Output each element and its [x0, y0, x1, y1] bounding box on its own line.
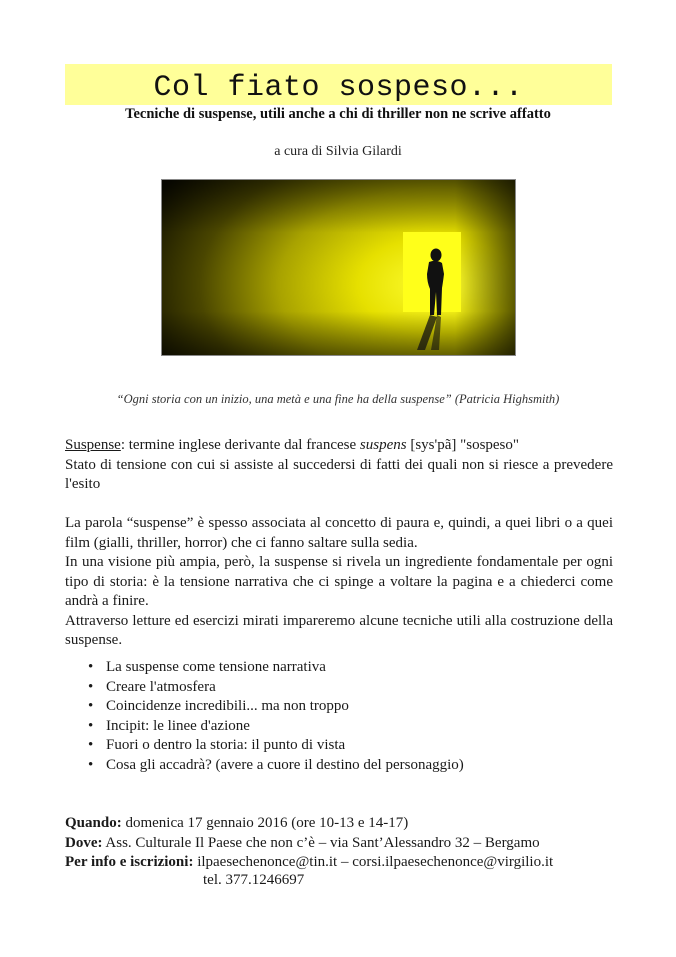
bullet-icon: • [88, 659, 94, 675]
definition-term: Suspense [65, 437, 121, 453]
definition-block [65, 436, 613, 495]
bullet-icon: • [88, 756, 94, 773]
bullet-icon: • [88, 717, 94, 734]
contact-row: Per info e iscrizioni: ilpaesechenonce@tin.it – corsi.ilpaesechenonce@virgilio.it [65, 854, 554, 870]
list-item: • Incipit: le linee d'azione [88, 717, 464, 737]
hero-image [161, 179, 516, 356]
paragraph: In una visione più ampia, però, la suspense si rivela un ingrediente fondamentale per ogni tipo di storia: è la tensione narrativa che ci spinge a voltare la pagina e a chiederci come andrà a finire. [65, 554, 613, 609]
when-row: Quando: domenica 17 gennaio 2016 (ore 10-13 e 14-17) [65, 815, 409, 831]
bullet-icon: • [88, 678, 94, 695]
definition-text-2: [sys'pã] "sospeso" [406, 437, 520, 453]
definition-text-1: : termine inglese derivante dal francese [120, 437, 360, 453]
where-row: Dove: Ass. Culturale Il Paese che non c’è – via Sant’Alessandro 32 – Bergamo [65, 834, 540, 851]
list-item: • Cosa gli accadrà? (avere a cuore il destino del personaggio) [88, 756, 464, 776]
contact-emails: ilpaesechenonce@tin.it – corsi.ilpaesechenonce@virgilio.it [193, 854, 554, 870]
definition-italic: suspens [359, 437, 407, 453]
definition-line-2: Stato di tensione con cui si assiste al succedersi di fatti dei quali non si riesce a prevedere l'esito [65, 456, 613, 492]
list-item: • Fuori o dentro la storia: il punto di vista [88, 736, 464, 756]
topics-list [88, 658, 464, 775]
event-info [65, 814, 553, 873]
phone-number: tel. 377.1246697 [203, 872, 305, 888]
epigraph-quote: “Ogni storia con un inizio, una metà e una fine ha della suspense” (Patricia Highsmith) [116, 392, 560, 406]
curator-line: a cura di Silvia Gilardi [274, 144, 402, 159]
paragraph: Attraverso letture ed esercizi mirati impareremo alcune tecniche utili alla costruzione della suspense. [65, 612, 613, 648]
description-block [65, 514, 613, 651]
list-item: • La suspense come tensione narrativa [88, 658, 464, 678]
page-title: Col fiato sospeso... [153, 70, 524, 105]
subtitle: Tecniche di suspense, utili anche a chi di thriller non ne scrive affatto [125, 106, 551, 122]
paragraph: La parola “suspense” è spesso associata al concetto di paura e, quindi, a quei libri o a quei film (gialli, thriller, horror) che ci fanno saltare sulla sedia. [65, 515, 613, 551]
list-item: • Creare l'atmosfera [88, 678, 464, 698]
title-banner [65, 64, 612, 105]
bullet-icon: • [88, 698, 94, 714]
list-item: • Coincidenze incredibili... ma non troppo [88, 697, 464, 717]
silhouette-man-icon [417, 242, 507, 352]
bullet-icon: • [88, 737, 94, 753]
